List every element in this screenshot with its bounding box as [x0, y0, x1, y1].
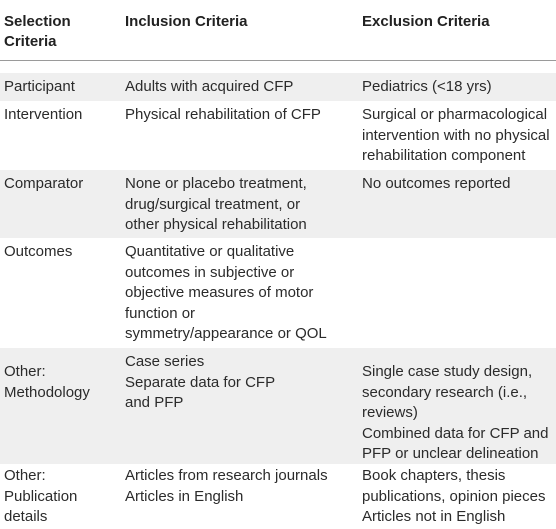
row-inclusion: Articles from research journals Articles in English: [125, 467, 328, 505]
row-inclusion: None or placebo treatment, drug/surgical treatment, or other physical rehabilitation: [125, 175, 307, 233]
table-row: [0, 464, 556, 529]
row-inclusion: Physical rehabilitation of CFP: [125, 106, 321, 123]
row-inclusion: Case series Separate data for CFP and PFP: [125, 353, 276, 411]
row-category: Other: Publication details: [4, 467, 78, 525]
row-inclusion: Adults with acquired CFP: [125, 78, 294, 95]
row-category: Outcomes: [4, 243, 73, 260]
row-exclusion: Surgical or pharmacological intervention with no physical rehabilitation component: [362, 106, 550, 164]
table-header-row: [0, 0, 556, 60]
table-row: [0, 170, 556, 238]
row-category: Comparator: [4, 175, 84, 192]
header-exclusion-criteria: Exclusion Criteria: [362, 13, 490, 30]
table-header-rule: [0, 60, 556, 61]
row-category: Intervention: [4, 106, 83, 123]
row-exclusion: Pediatrics (<18 yrs): [362, 78, 492, 95]
header-inclusion-criteria: Inclusion Criteria: [125, 13, 248, 30]
row-category: Other: Methodology: [4, 363, 90, 401]
table-row: [0, 101, 556, 170]
row-exclusion: No outcomes reported: [362, 175, 511, 192]
table-row: [0, 348, 556, 464]
row-exclusion: Single case study design, secondary research (i.e., reviews) Combined data for CFP and PFP or unclear delineation: [362, 363, 549, 462]
table-row: [0, 238, 556, 348]
row-category: Participant: [4, 78, 75, 95]
table-row: [0, 73, 556, 101]
header-selection-criteria: Selection Criteria: [4, 13, 71, 50]
row-inclusion: Quantitative or qualitative outcomes in subjective or objective measures of motor function or symmetry/appearance or QOL: [125, 243, 327, 342]
row-exclusion: Book chapters, thesis publications, opinion pieces Articles not in English: [362, 467, 546, 525]
